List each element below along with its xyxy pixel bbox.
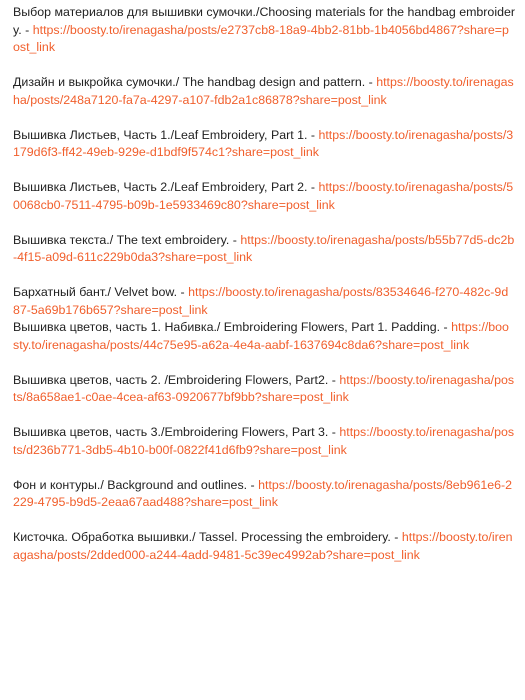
post-entry [13,319,515,354]
post-entry [13,179,515,214]
entry-title: Выбор материалов для вышивки сумочки./Choosing materials for the handbag embroidery. [13,5,515,37]
entry-link[interactable]: https://boosty.to/irenagasha/posts/b55b77d5-dc2b-4f15-a09d-611c229b0da3?share=post_link [13,232,515,264]
post-entry [13,424,515,459]
entry-link[interactable]: https://boosty.to/irenagasha/posts/d236b771-3db5-4b10-b00f-0822f41d6fb9?share=post_link [13,425,515,457]
entry-link[interactable]: https://boosty.to/irenagasha/posts/83534646-f270-482c-9d87-5a69b176b657?share=post_link [13,285,509,317]
entry-separator: - [229,232,241,247]
entry-title: Вышивка цветов, часть 1. Набивка./ Embroidering Flowers, Part 1. Padding. [13,320,441,334]
entry-separator: - [365,75,377,89]
entry-title: Вышивка цветов, часть 2. /Embroidering Flowers, Part2. [13,372,329,387]
entry-link[interactable]: https://boosty.to/irenagasha/posts/2dded000-a244-4add-9481-5c39ec4992ab?share=post_link [13,530,513,562]
entry-separator: - [307,127,319,142]
entry-link[interactable]: https://boosty.to/irenagasha/posts/3179d6f3-ff42-49eb-929e-d1bdf9f574c1?share=post_link [13,127,514,159]
entry-title: Вышивка Листьев, Часть 2./Leaf Embroidery, Part 2. [13,180,308,194]
entry-link[interactable]: https://boosty.to/irenagasha/posts/8a658ae1-c0ae-4cea-af63-0920677bf9bb?share=post_link [13,372,515,404]
entry-separator: - [328,372,340,387]
entry-title: Фон и контуры./ Background and outlines. [13,477,248,492]
entry-separator: - [440,320,452,334]
entry-title: Вышивка Листьев, Часть 1./Leaf Embroidery, Part 1. [13,127,308,142]
entry-separator: - [177,285,189,299]
entry-link[interactable]: https://boosty.to/irenagasha/posts/50068cb0-7511-4795-b09b-1e5933469c80?share=post_link [13,180,514,212]
entry-link[interactable]: https://boosty.to/irenagasha/posts/44c75e95-a62a-4e4a-aabf-1637694c8da6?share=post_link [13,320,509,352]
post-entry [13,284,515,319]
entry-separator: - [390,530,402,544]
post-entry [13,372,515,407]
post-entry [13,529,515,564]
entry-title: Вышивка цветов, часть 3./Embroidering Flowers, Part 3. [13,425,329,439]
post-entry [13,127,515,162]
entry-separator: - [307,180,319,194]
post-entry [13,4,515,57]
entry-separator: - [21,22,33,37]
entry-link[interactable]: https://boosty.to/irenagasha/posts/e2737cb8-18a9-4bb2-81bb-1b4056bd4867?share=post_link [13,22,509,54]
entry-title: Вышивка текста./ The text embroidery. [13,232,230,247]
entry-title: Дизайн и выкройка сумочки./ The handbag design and pattern. [13,75,366,89]
post-entry [13,232,515,267]
entry-separator: - [328,425,340,439]
entry-title: Бархатный бант./ Velvet bow. [13,285,178,299]
entry-link[interactable]: https://boosty.to/irenagasha/posts/248a7120-fa7a-4297-a107-fdb2a1c86878?share=post_link [13,75,514,107]
entry-link[interactable]: https://boosty.to/irenagasha/posts/8eb961e6-2229-4795-b9d5-2eaa67aad488?share=post_link [13,477,513,509]
entry-title: Кисточка. Обработка вышивки./ Tassel. Processing the embroidery. [13,530,391,544]
entry-separator: - [247,477,259,492]
post-entry [13,477,515,512]
post-entry [13,74,515,109]
